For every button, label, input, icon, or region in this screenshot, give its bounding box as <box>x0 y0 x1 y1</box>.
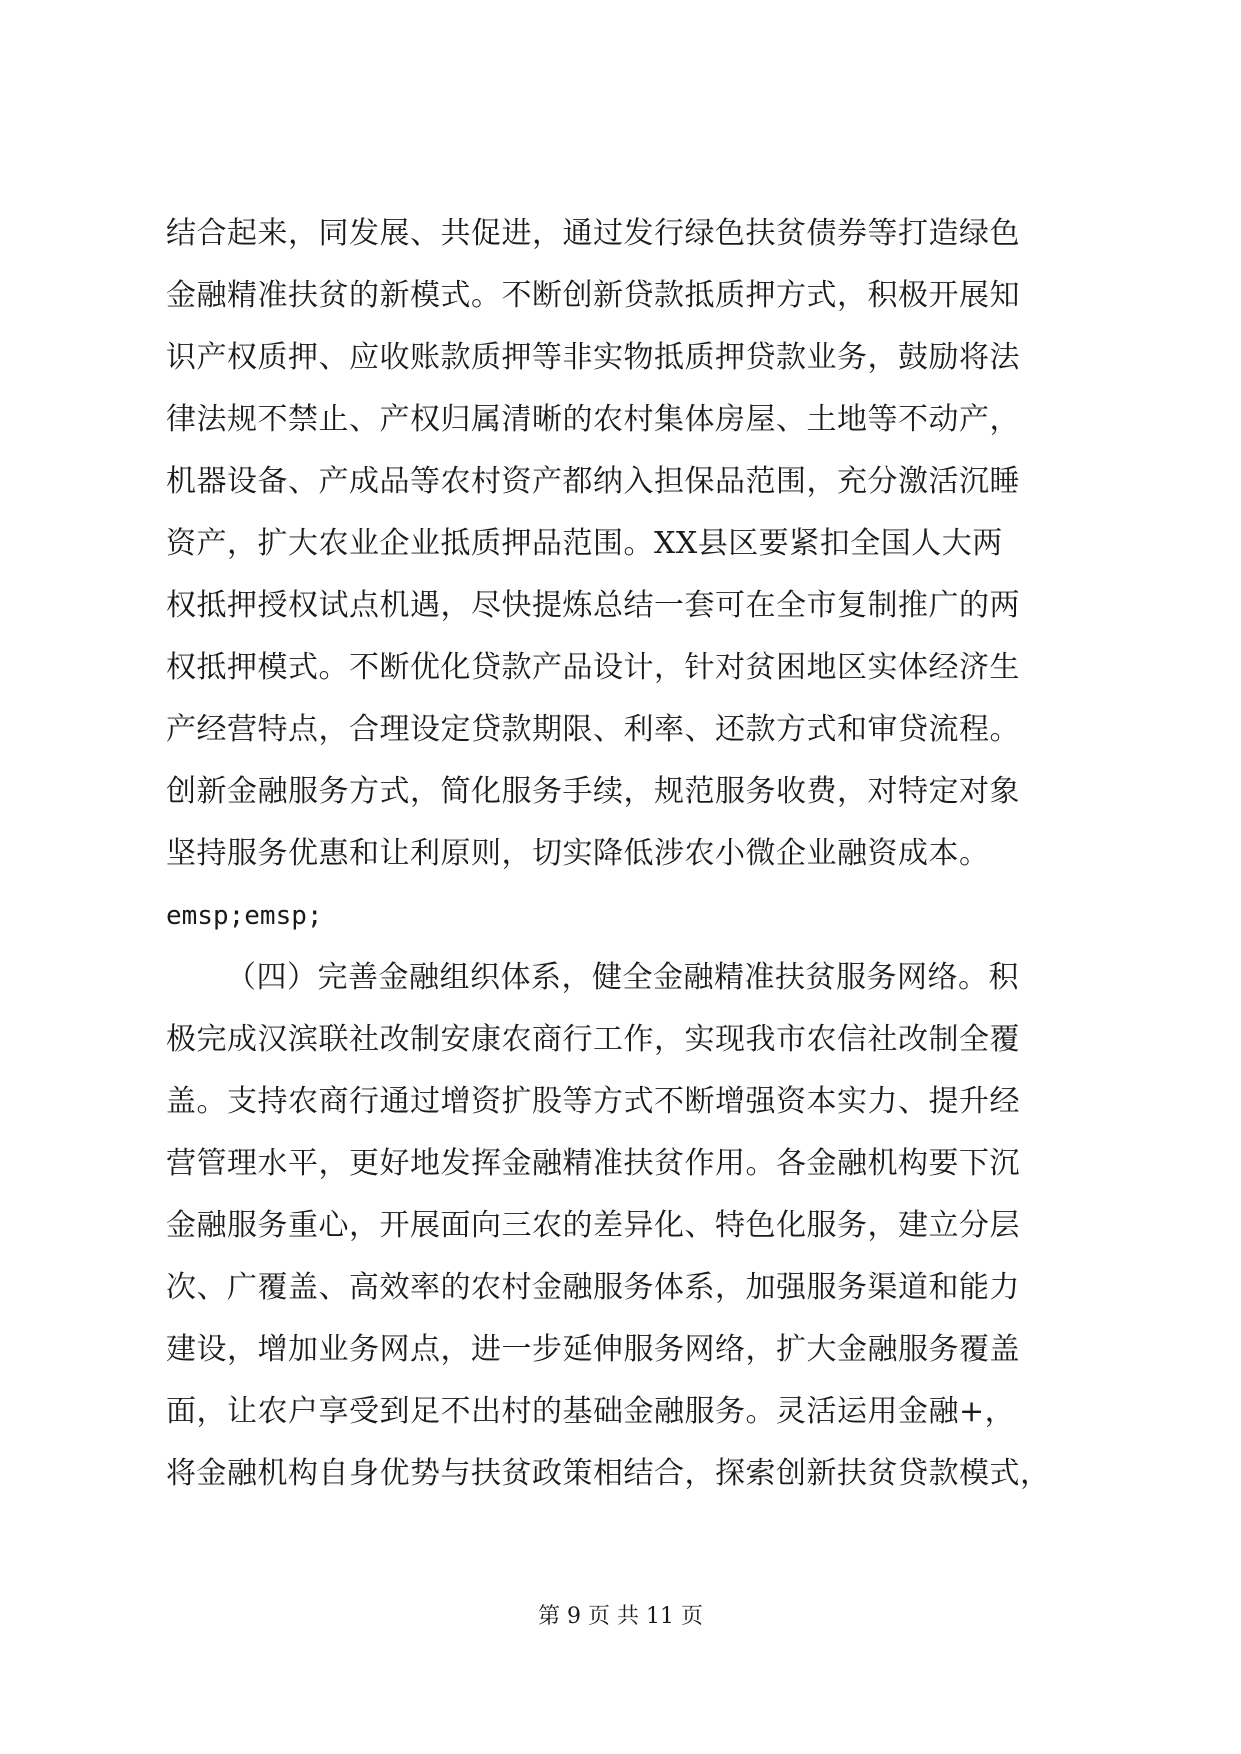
text-line: 将金融机构自身优势与扶贫政策相结合，探索创新扶贫贷款模式， <box>166 1456 1051 1491</box>
text-line: 权抵押授权试点机遇，尽快提炼总结一套可在全市复制推广的两 <box>166 588 1020 623</box>
text-line: 结合起来，同发展、共促进，通过发行绿色扶贫债券等打造绿色 <box>166 216 1020 251</box>
text-line: 识产权质押、应收账款质押等非实物抵质押贷款业务，鼓励将法 <box>166 340 1020 375</box>
text-line: 建设，增加业务网点，进一步延伸服务网络，扩大金融服务覆盖 <box>166 1332 1020 1367</box>
section-heading-line: （四）完善金融组织体系，健全金融精准扶贫服务网络。积 <box>226 960 1019 995</box>
document-body <box>166 203 1078 1505</box>
text-line-entity-artifact: emsp;emsp; <box>166 901 323 931</box>
text-line: 律法规不禁止、产权归属清晰的农村集体房屋、土地等不动产， <box>166 402 1020 437</box>
text-line: 资产，扩大农业企业抵质押品范围。XX县区要紧扣全国人大两 <box>166 526 1003 561</box>
text-line: 面，让农户享受到足不出村的基础金融服务。灵活运用金融+， <box>166 1394 1016 1429</box>
text-line: 极完成汉滨联社改制安康农商行工作，实现我市农信社改制全覆 <box>166 1022 1020 1057</box>
text-line: 次、广覆盖、高效率的农村金融服务体系，加强服务渠道和能力 <box>166 1270 1020 1305</box>
text-line: 坚持服务优惠和让利原则，切实降低涉农小微企业融资成本。 <box>166 836 990 871</box>
text-line: 产经营特点，合理设定贷款期限、利率、还款方式和审贷流程。 <box>166 712 1020 747</box>
text-line: 机器设备、产成品等农村资产都纳入担保品范围，充分激活沉睡 <box>166 464 1020 499</box>
page-number-footer: 第 9 页 共 11 页 <box>538 1604 703 1629</box>
text-line: 创新金融服务方式，简化服务手续，规范服务收费，对特定对象 <box>166 774 1020 809</box>
text-line: 金融精准扶贫的新模式。不断创新贷款抵质押方式，积极开展知 <box>166 278 1020 313</box>
text-line: 盖。支持农商行通过增资扩股等方式不断增强资本实力、提升经 <box>166 1084 1020 1119</box>
text-line: 营管理水平，更好地发挥金融精准扶贫作用。各金融机构要下沉 <box>166 1146 1020 1181</box>
text-line: 金融服务重心，开展面向三农的差异化、特色化服务，建立分层 <box>166 1208 1020 1243</box>
text-line: 权抵押模式。不断优化贷款产品设计，针对贫困地区实体经济生 <box>166 650 1020 685</box>
